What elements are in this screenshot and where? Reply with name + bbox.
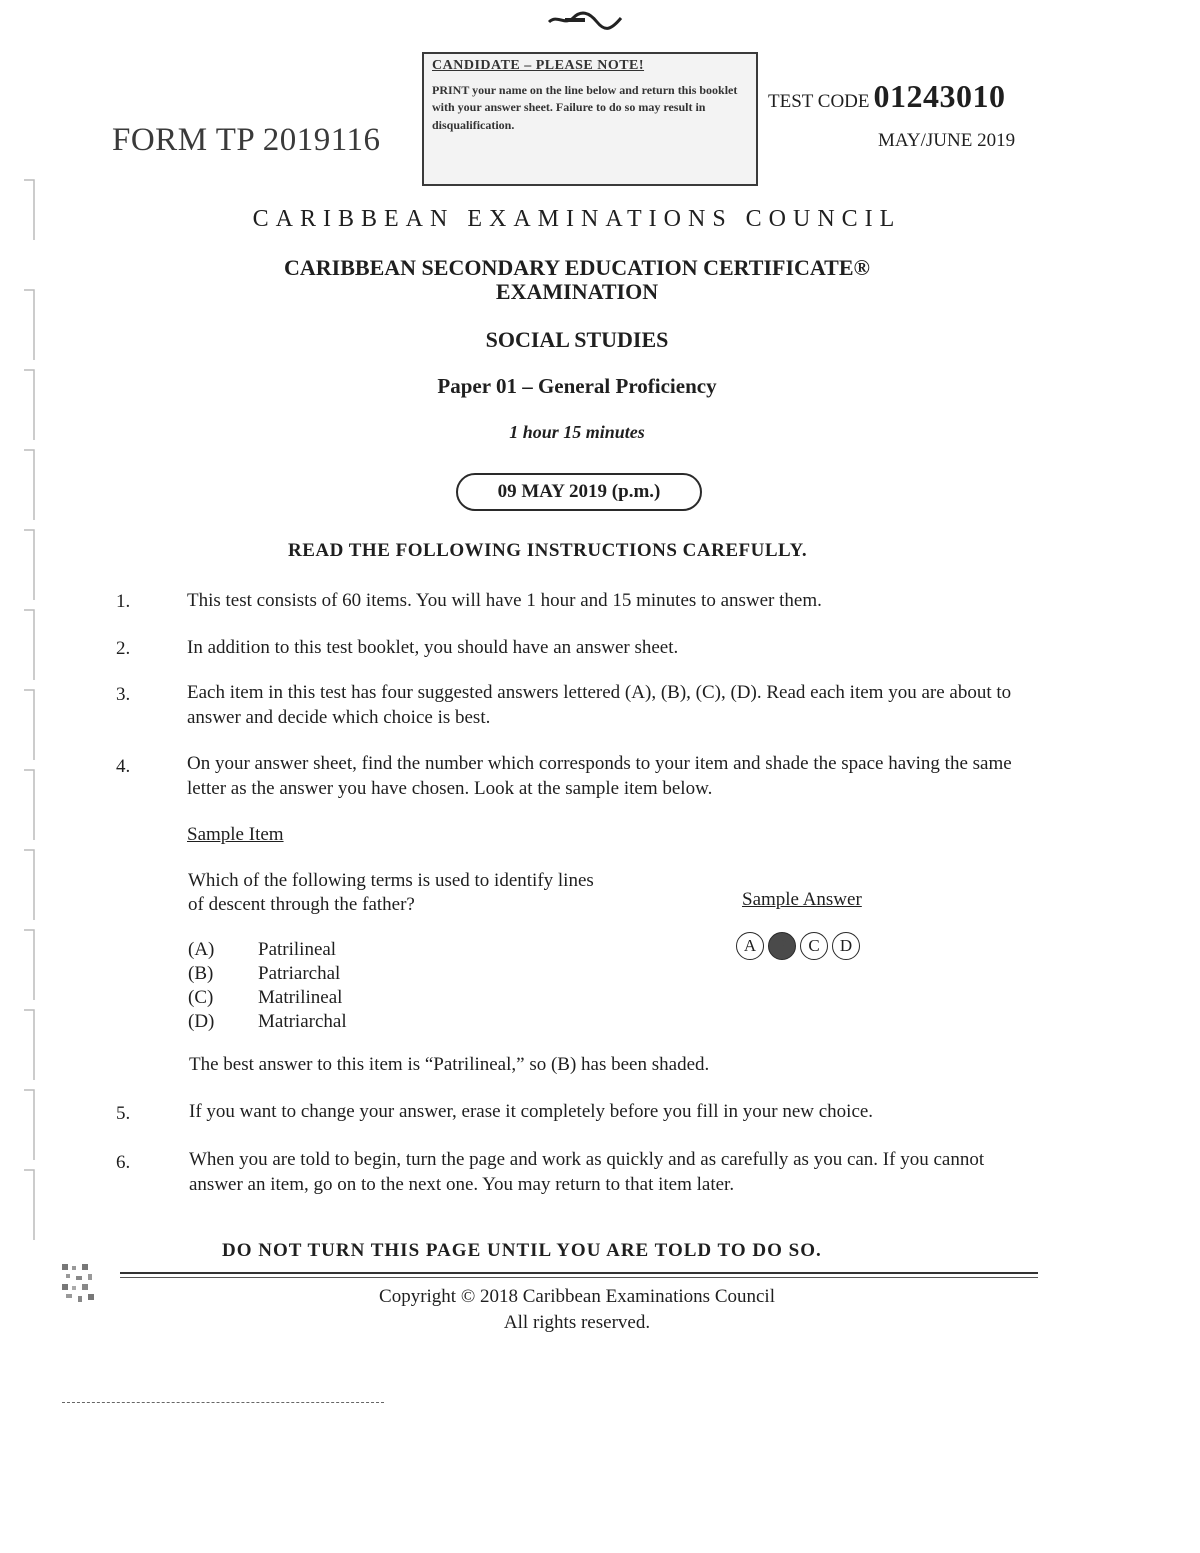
sample-question: Which of the following terms is used to identify lines of descent through the father? [188,870,594,915]
answer-bubbles [736,932,860,960]
sample-answer-label: Sample Answer [742,889,862,910]
test-code-label: TEST CODE [768,91,870,112]
sample-option [188,986,347,1010]
sample-option [188,938,347,962]
option-text: Patrilineal [258,939,337,960]
test-code-number: 01243010 [873,78,1006,114]
notice-title: CANDIDATE – PLEASE NOTE! [432,58,645,73]
sample-option [188,1010,347,1034]
answer-bubble-d: D [832,932,860,960]
copyright-line-1: Copyright © 2018 Caribbean Examinations Council [379,1286,775,1307]
sample-explanation: The best answer to this item is “Patrilineal,” so (B) has been shaded. [189,1054,710,1075]
certificate-title [0,256,1154,304]
footer-divider [120,1272,1038,1278]
sample-option [188,962,347,986]
candidate-notice-box [422,52,758,186]
instruction-text: This test consists of 60 items. You will have 1 hour and 15 minutes to answer them. [187,590,822,611]
exam-session: MAY/JUNE 2019 [878,130,1016,151]
instruction-number: 4. [116,756,131,777]
answer-bubble-c: C [800,932,828,960]
exam-duration: 1 hour 15 minutes [509,422,645,442]
option-text: Matrilineal [258,987,343,1008]
instruction-text: In addition to this test booklet, you should have an answer sheet. [187,637,679,658]
form-id: FORM TP 2019116 [112,122,381,158]
instruction-text: If you want to change your answer, erase it completely before you fill in your new choice. [189,1101,874,1122]
certificate-line-1: CARIBBEAN SECONDARY EDUCATION CERTIFICATE® [284,255,870,280]
paper-title: Paper 01 – General Proficiency [437,374,717,398]
instructions-heading: READ THE FOLLOWING INSTRUCTIONS CAREFULLY. [288,540,808,561]
option-letter: (A) [188,939,215,960]
instruction-text: Each item in this test has four suggested answers lettered (A), (B), (C), (D). Read each item you are about to answer and decide which choice is best. [187,682,1012,728]
instruction-number: 1. [116,591,131,612]
subject-title: SOCIAL STUDIES [485,327,669,352]
binding-marks [20,40,40,1460]
bottom-dashed-line [62,1402,384,1403]
answer-bubble-b-shaded: B [768,932,796,960]
option-letter: (B) [188,963,214,984]
sample-options [188,938,347,1034]
instruction-number: 2. [116,638,131,659]
barcode-icon [60,1262,96,1306]
instruction-text: On your answer sheet, find the number which corresponds to your item and shade the space having the same letter as the answer you have chosen. Look at the sample item below. [187,753,1012,799]
copyright-line-2: All rights reserved. [503,1311,651,1333]
instruction-number: 6. [116,1152,131,1173]
instruction-text: When you are told to begin, turn the page and work as quickly and as carefully as you can. If you cannot answer an item, go on to the next one. You may return to that item later. [189,1149,985,1195]
copyright [0,1284,1154,1335]
do-not-turn-warning: DO NOT TURN THIS PAGE UNTIL YOU ARE TOLD TO DO SO. [222,1240,822,1261]
test-code [768,78,1006,115]
option-letter: (D) [188,1011,215,1032]
answer-bubble-a: A [736,932,764,960]
option-text: Patriarchal [258,963,341,984]
handwritten-mark [545,8,625,32]
option-text: Matriarchal [258,1011,347,1032]
option-letter: (C) [188,987,214,1008]
sample-item-label: Sample Item [187,824,284,845]
notice-text: PRINT your name on the line below and return this booklet with your answer sheet. Failure to do so may result in disqualification. [432,83,738,132]
certificate-line-2: EXAMINATION [495,279,659,305]
instruction-number: 5. [116,1103,131,1124]
exam-date: 09 MAY 2019 (p.m.) [456,473,702,511]
instruction-number: 3. [116,684,131,705]
council-name: CARIBBEAN EXAMINATIONS COUNCIL [252,206,902,232]
